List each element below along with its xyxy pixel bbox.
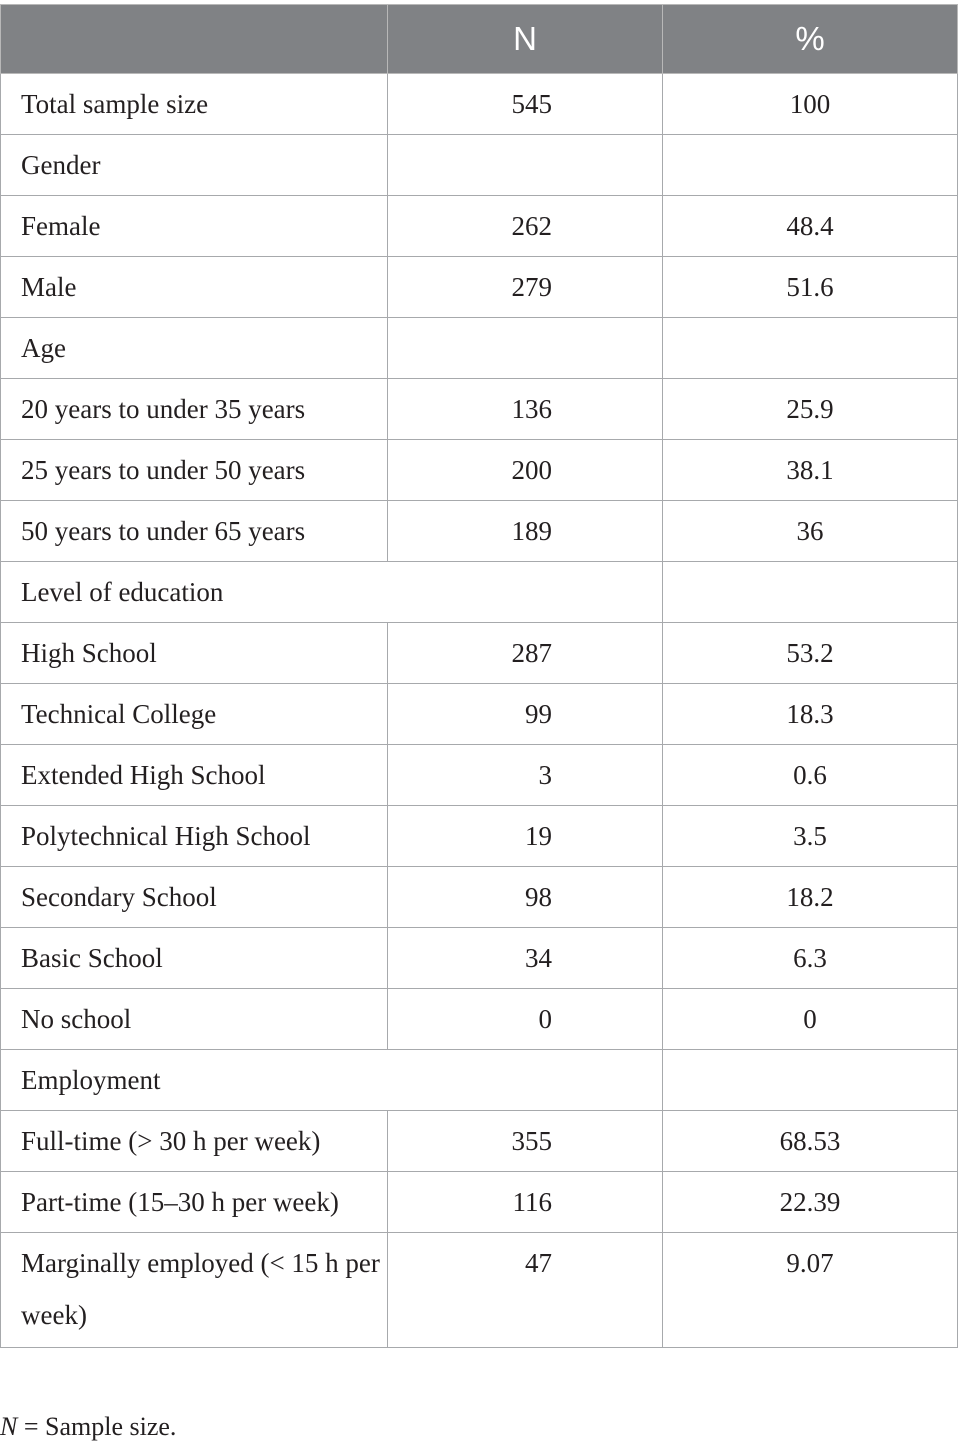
row-n — [388, 318, 663, 379]
table-row — [1, 806, 958, 867]
row-label: Male — [1, 257, 388, 318]
row-label: Total sample size — [1, 74, 388, 135]
footnote-symbol: N — [0, 1412, 18, 1441]
row-pct: 22.39 — [663, 1172, 958, 1233]
row-label: Extended High School — [1, 745, 388, 806]
header-n-cell: N — [388, 5, 663, 74]
row-n: 189 — [388, 501, 663, 562]
row-n: 3 — [388, 745, 663, 806]
row-pct — [663, 562, 958, 623]
row-n: 287 — [388, 623, 663, 684]
row-label: Secondary School — [1, 867, 388, 928]
table-row-section — [1, 135, 958, 196]
row-n: 279 — [388, 257, 663, 318]
row-pct: 6.3 — [663, 928, 958, 989]
table-row — [1, 684, 958, 745]
table-row — [1, 989, 958, 1050]
row-n: 0 — [388, 989, 663, 1050]
table-row — [1, 74, 958, 135]
row-label: Technical College — [1, 684, 388, 745]
table-row — [1, 928, 958, 989]
row-pct: 0.6 — [663, 745, 958, 806]
row-n: 34 — [388, 928, 663, 989]
section-label: Level of education — [1, 562, 663, 623]
row-n: 545 — [388, 74, 663, 135]
header-label-cell — [1, 5, 388, 74]
table-row — [1, 867, 958, 928]
row-pct: 18.3 — [663, 684, 958, 745]
row-label: Polytechnical High School — [1, 806, 388, 867]
row-label: 50 years to under 65 years — [1, 501, 388, 562]
row-n: 19 — [388, 806, 663, 867]
row-n: 47 — [388, 1233, 663, 1348]
table-row — [1, 745, 958, 806]
table-row — [1, 379, 958, 440]
table-row-section — [1, 1050, 958, 1111]
row-pct: 25.9 — [663, 379, 958, 440]
header-row — [1, 5, 958, 74]
row-pct: 3.5 — [663, 806, 958, 867]
section-label: Age — [1, 318, 388, 379]
table-row — [1, 501, 958, 562]
row-n — [388, 135, 663, 196]
row-label: High School — [1, 623, 388, 684]
row-n: 116 — [388, 1172, 663, 1233]
row-label: Marginally employed (< 15 h per week) — [1, 1233, 388, 1348]
row-label: 20 years to under 35 years — [1, 379, 388, 440]
row-label: 25 years to under 50 years — [1, 440, 388, 501]
row-pct: 68.53 — [663, 1111, 958, 1172]
row-pct — [663, 1050, 958, 1111]
row-n: 98 — [388, 867, 663, 928]
row-n: 200 — [388, 440, 663, 501]
table-row-section — [1, 318, 958, 379]
row-label: Part-time (15–30 h per week) — [1, 1172, 388, 1233]
row-pct: 18.2 — [663, 867, 958, 928]
row-n: 99 — [388, 684, 663, 745]
table-row — [1, 257, 958, 318]
row-n: 136 — [388, 379, 663, 440]
table-row — [1, 1233, 958, 1348]
row-pct: 9.07 — [663, 1233, 958, 1348]
table-row — [1, 440, 958, 501]
row-pct — [663, 135, 958, 196]
table-row-section — [1, 562, 958, 623]
row-label: No school — [1, 989, 388, 1050]
section-label: Gender — [1, 135, 388, 196]
row-pct — [663, 318, 958, 379]
row-pct: 38.1 — [663, 440, 958, 501]
row-pct: 51.6 — [663, 257, 958, 318]
row-label: Female — [1, 196, 388, 257]
row-n: 355 — [388, 1111, 663, 1172]
row-pct: 53.2 — [663, 623, 958, 684]
section-label: Employment — [1, 1050, 663, 1111]
row-pct: 0 — [663, 989, 958, 1050]
header-pct-cell: % — [663, 5, 958, 74]
row-pct: 100 — [663, 74, 958, 135]
row-pct: 48.4 — [663, 196, 958, 257]
table-row — [1, 1172, 958, 1233]
table-row — [1, 1111, 958, 1172]
demographics-table — [0, 4, 958, 1348]
row-n: 262 — [388, 196, 663, 257]
table-row — [1, 623, 958, 684]
row-label: Basic School — [1, 928, 388, 989]
footnote-text: = Sample size. — [17, 1412, 177, 1441]
table-footnote — [0, 1412, 176, 1442]
table-row — [1, 196, 958, 257]
row-pct: 36 — [663, 501, 958, 562]
row-label: Full-time (> 30 h per week) — [1, 1111, 388, 1172]
